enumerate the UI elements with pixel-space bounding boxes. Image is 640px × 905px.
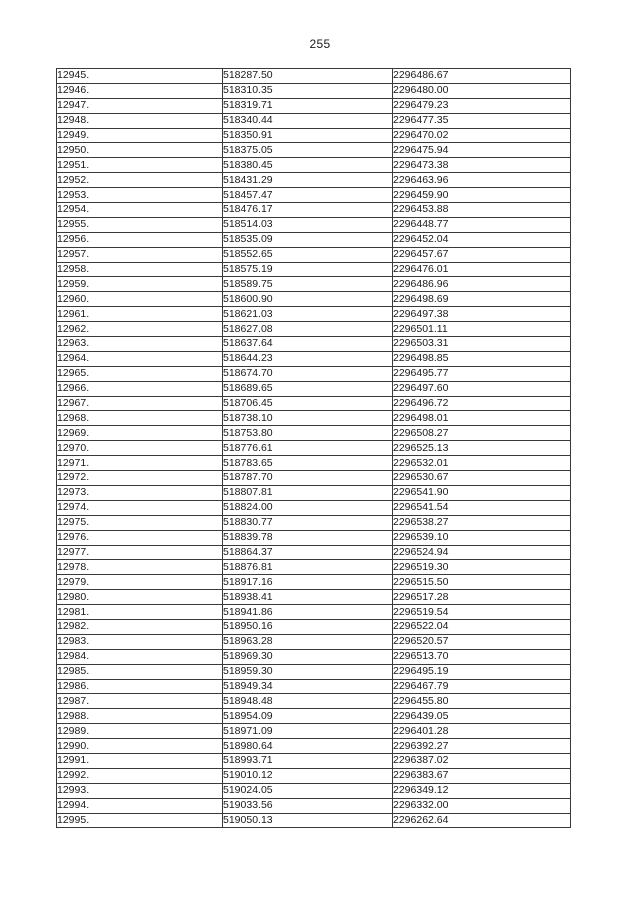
y-coordinate-cell: 2296515.50 [393, 575, 571, 590]
table-row [57, 203, 571, 218]
table-row [57, 396, 571, 411]
x-coordinate-cell: 518839.78 [223, 530, 393, 545]
table-row [57, 277, 571, 292]
point-number-cell: 12952. [57, 173, 223, 188]
x-coordinate-cell: 518476.17 [223, 203, 393, 218]
table-row [57, 441, 571, 456]
point-number-cell: 12970. [57, 441, 223, 456]
point-number-cell: 12989. [57, 724, 223, 739]
point-number-cell: 12961. [57, 307, 223, 322]
y-coordinate-cell: 2296495.77 [393, 366, 571, 381]
y-coordinate-cell: 2296501.11 [393, 322, 571, 337]
table-row [57, 366, 571, 381]
x-coordinate-cell: 518621.03 [223, 307, 393, 322]
y-coordinate-cell: 2296519.54 [393, 605, 571, 620]
x-coordinate-cell: 518535.09 [223, 232, 393, 247]
table-row [57, 560, 571, 575]
table-row [57, 411, 571, 426]
y-coordinate-cell: 2296262.64 [393, 813, 571, 828]
x-coordinate-cell: 518787.70 [223, 471, 393, 486]
point-number-cell: 12977. [57, 545, 223, 560]
table-row [57, 813, 571, 828]
y-coordinate-cell: 2296497.38 [393, 307, 571, 322]
y-coordinate-cell: 2296541.90 [393, 485, 571, 500]
point-number-cell: 12964. [57, 351, 223, 366]
table-row [57, 188, 571, 203]
point-number-cell: 12994. [57, 798, 223, 813]
x-coordinate-cell: 518753.80 [223, 426, 393, 441]
y-coordinate-cell: 2296513.70 [393, 649, 571, 664]
y-coordinate-cell: 2296524.94 [393, 545, 571, 560]
y-coordinate-cell: 2296532.01 [393, 456, 571, 471]
x-coordinate-cell: 518959.30 [223, 664, 393, 679]
table-row [57, 173, 571, 188]
x-coordinate-cell: 518589.75 [223, 277, 393, 292]
x-coordinate-cell: 518457.47 [223, 188, 393, 203]
x-coordinate-cell: 518783.65 [223, 456, 393, 471]
y-coordinate-cell: 2296463.96 [393, 173, 571, 188]
y-coordinate-cell: 2296453.88 [393, 203, 571, 218]
table-row [57, 83, 571, 98]
x-coordinate-cell: 518938.41 [223, 590, 393, 605]
point-number-cell: 12949. [57, 128, 223, 143]
x-coordinate-cell: 518980.64 [223, 739, 393, 754]
table-row [57, 590, 571, 605]
table-row [57, 753, 571, 768]
table-row [57, 679, 571, 694]
point-number-cell: 12962. [57, 322, 223, 337]
x-coordinate-cell: 518776.61 [223, 441, 393, 456]
table-row [57, 381, 571, 396]
coordinates-table-body [57, 69, 571, 828]
y-coordinate-cell: 2296439.05 [393, 709, 571, 724]
y-coordinate-cell: 2296508.27 [393, 426, 571, 441]
table-row [57, 649, 571, 664]
point-number-cell: 12973. [57, 485, 223, 500]
point-number-cell: 12978. [57, 560, 223, 575]
point-number-cell: 12968. [57, 411, 223, 426]
point-number-cell: 12987. [57, 694, 223, 709]
point-number-cell: 12984. [57, 649, 223, 664]
x-coordinate-cell: 518644.23 [223, 351, 393, 366]
table-row [57, 426, 571, 441]
table-row [57, 471, 571, 486]
point-number-cell: 12945. [57, 69, 223, 84]
point-number-cell: 12969. [57, 426, 223, 441]
coordinates-table [56, 68, 571, 828]
table-row [57, 262, 571, 277]
table-row [57, 724, 571, 739]
point-number-cell: 12986. [57, 679, 223, 694]
y-coordinate-cell: 2296520.57 [393, 634, 571, 649]
table-row [57, 575, 571, 590]
point-number-cell: 12983. [57, 634, 223, 649]
point-number-cell: 12981. [57, 605, 223, 620]
point-number-cell: 12976. [57, 530, 223, 545]
y-coordinate-cell: 2296401.28 [393, 724, 571, 739]
table-row [57, 69, 571, 84]
table-row [57, 530, 571, 545]
y-coordinate-cell: 2296503.31 [393, 337, 571, 352]
x-coordinate-cell: 518514.03 [223, 217, 393, 232]
x-coordinate-cell: 518807.81 [223, 485, 393, 500]
x-coordinate-cell: 518552.65 [223, 247, 393, 262]
table-row [57, 128, 571, 143]
point-number-cell: 12993. [57, 783, 223, 798]
table-row [57, 634, 571, 649]
x-coordinate-cell: 519010.12 [223, 768, 393, 783]
x-coordinate-cell: 518830.77 [223, 515, 393, 530]
page-number: 255 [309, 37, 331, 51]
x-coordinate-cell: 518674.70 [223, 366, 393, 381]
point-number-cell: 12971. [57, 456, 223, 471]
y-coordinate-cell: 2296457.67 [393, 247, 571, 262]
table-row [57, 113, 571, 128]
x-coordinate-cell: 518824.00 [223, 500, 393, 515]
table-row [57, 545, 571, 560]
table-row [57, 247, 571, 262]
y-coordinate-cell: 2296473.38 [393, 158, 571, 173]
table-row [57, 307, 571, 322]
x-coordinate-cell: 518350.91 [223, 128, 393, 143]
table-row [57, 605, 571, 620]
y-coordinate-cell: 2296525.13 [393, 441, 571, 456]
y-coordinate-cell: 2296522.04 [393, 619, 571, 634]
y-coordinate-cell: 2296467.79 [393, 679, 571, 694]
table-row [57, 456, 571, 471]
point-number-cell: 12947. [57, 98, 223, 113]
point-number-cell: 12956. [57, 232, 223, 247]
x-coordinate-cell: 518917.16 [223, 575, 393, 590]
x-coordinate-cell: 518375.05 [223, 143, 393, 158]
point-number-cell: 12992. [57, 768, 223, 783]
point-number-cell: 12957. [57, 247, 223, 262]
x-coordinate-cell: 518941.86 [223, 605, 393, 620]
y-coordinate-cell: 2296519.30 [393, 560, 571, 575]
point-number-cell: 12988. [57, 709, 223, 724]
y-coordinate-cell: 2296498.01 [393, 411, 571, 426]
table-row [57, 143, 571, 158]
table-row [57, 500, 571, 515]
x-coordinate-cell: 518689.65 [223, 381, 393, 396]
y-coordinate-cell: 2296480.00 [393, 83, 571, 98]
point-number-cell: 12982. [57, 619, 223, 634]
point-number-cell: 12967. [57, 396, 223, 411]
point-number-cell: 12958. [57, 262, 223, 277]
x-coordinate-cell: 518431.29 [223, 173, 393, 188]
x-coordinate-cell: 518738.10 [223, 411, 393, 426]
x-coordinate-cell: 518575.19 [223, 262, 393, 277]
y-coordinate-cell: 2296486.67 [393, 69, 571, 84]
y-coordinate-cell: 2296541.54 [393, 500, 571, 515]
x-coordinate-cell: 518637.64 [223, 337, 393, 352]
x-coordinate-cell: 518949.34 [223, 679, 393, 694]
point-number-cell: 12972. [57, 471, 223, 486]
point-number-cell: 12974. [57, 500, 223, 515]
y-coordinate-cell: 2296448.77 [393, 217, 571, 232]
x-coordinate-cell: 518993.71 [223, 753, 393, 768]
y-coordinate-cell: 2296383.67 [393, 768, 571, 783]
point-number-cell: 12951. [57, 158, 223, 173]
x-coordinate-cell: 518950.16 [223, 619, 393, 634]
y-coordinate-cell: 2296452.04 [393, 232, 571, 247]
x-coordinate-cell: 518948.48 [223, 694, 393, 709]
point-number-cell: 12965. [57, 366, 223, 381]
y-coordinate-cell: 2296476.01 [393, 262, 571, 277]
x-coordinate-cell: 518319.71 [223, 98, 393, 113]
point-number-cell: 12995. [57, 813, 223, 828]
y-coordinate-cell: 2296332.00 [393, 798, 571, 813]
point-number-cell: 12950. [57, 143, 223, 158]
point-number-cell: 12991. [57, 753, 223, 768]
x-coordinate-cell: 518864.37 [223, 545, 393, 560]
table-row [57, 158, 571, 173]
point-number-cell: 12963. [57, 337, 223, 352]
point-number-cell: 12980. [57, 590, 223, 605]
table-row [57, 768, 571, 783]
x-coordinate-cell: 518954.09 [223, 709, 393, 724]
table-row [57, 739, 571, 754]
point-number-cell: 12954. [57, 203, 223, 218]
table-row [57, 322, 571, 337]
table-row [57, 664, 571, 679]
point-number-cell: 12979. [57, 575, 223, 590]
table-row [57, 694, 571, 709]
point-number-cell: 12990. [57, 739, 223, 754]
x-coordinate-cell: 519050.13 [223, 813, 393, 828]
x-coordinate-cell: 518706.45 [223, 396, 393, 411]
y-coordinate-cell: 2296475.94 [393, 143, 571, 158]
point-number-cell: 12955. [57, 217, 223, 232]
x-coordinate-cell: 519033.56 [223, 798, 393, 813]
point-number-cell: 12975. [57, 515, 223, 530]
y-coordinate-cell: 2296387.02 [393, 753, 571, 768]
y-coordinate-cell: 2296479.23 [393, 98, 571, 113]
table-row [57, 98, 571, 113]
table-row [57, 337, 571, 352]
x-coordinate-cell: 518380.45 [223, 158, 393, 173]
table-row [57, 515, 571, 530]
y-coordinate-cell: 2296498.85 [393, 351, 571, 366]
x-coordinate-cell: 519024.05 [223, 783, 393, 798]
y-coordinate-cell: 2296539.10 [393, 530, 571, 545]
x-coordinate-cell: 518310.35 [223, 83, 393, 98]
table-row [57, 709, 571, 724]
x-coordinate-cell: 518627.08 [223, 322, 393, 337]
table-row [57, 217, 571, 232]
point-number-cell: 12960. [57, 292, 223, 307]
y-coordinate-cell: 2296470.02 [393, 128, 571, 143]
point-number-cell: 12959. [57, 277, 223, 292]
y-coordinate-cell: 2296455.80 [393, 694, 571, 709]
y-coordinate-cell: 2296496.72 [393, 396, 571, 411]
x-coordinate-cell: 518287.50 [223, 69, 393, 84]
y-coordinate-cell: 2296459.90 [393, 188, 571, 203]
point-number-cell: 12948. [57, 113, 223, 128]
y-coordinate-cell: 2296517.28 [393, 590, 571, 605]
point-number-cell: 12946. [57, 83, 223, 98]
point-number-cell: 12966. [57, 381, 223, 396]
x-coordinate-cell: 518340.44 [223, 113, 393, 128]
table-row [57, 798, 571, 813]
y-coordinate-cell: 2296477.35 [393, 113, 571, 128]
y-coordinate-cell: 2296497.60 [393, 381, 571, 396]
table-row [57, 232, 571, 247]
x-coordinate-cell: 518971.09 [223, 724, 393, 739]
table-row [57, 292, 571, 307]
point-number-cell: 12985. [57, 664, 223, 679]
x-coordinate-cell: 518963.28 [223, 634, 393, 649]
x-coordinate-cell: 518969.30 [223, 649, 393, 664]
y-coordinate-cell: 2296349.12 [393, 783, 571, 798]
y-coordinate-cell: 2296392.27 [393, 739, 571, 754]
y-coordinate-cell: 2296495.19 [393, 664, 571, 679]
point-number-cell: 12953. [57, 188, 223, 203]
table-row [57, 485, 571, 500]
y-coordinate-cell: 2296530.67 [393, 471, 571, 486]
y-coordinate-cell: 2296486.96 [393, 277, 571, 292]
table-row [57, 783, 571, 798]
y-coordinate-cell: 2296498.69 [393, 292, 571, 307]
x-coordinate-cell: 518600.90 [223, 292, 393, 307]
x-coordinate-cell: 518876.81 [223, 560, 393, 575]
y-coordinate-cell: 2296538.27 [393, 515, 571, 530]
table-row [57, 351, 571, 366]
table-row [57, 619, 571, 634]
